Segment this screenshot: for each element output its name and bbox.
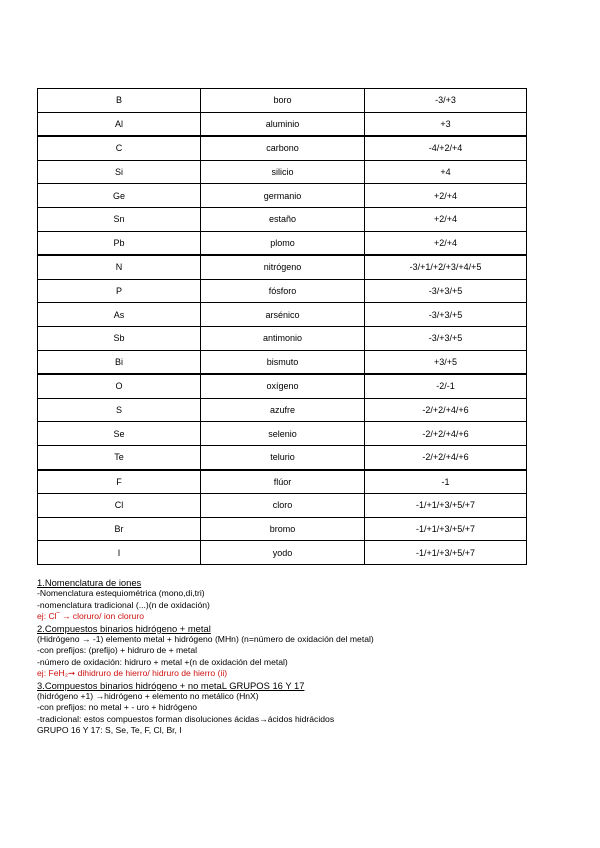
symbol-cell: C bbox=[38, 136, 201, 160]
name-cell: nitrógeno bbox=[201, 255, 365, 279]
table-row bbox=[38, 160, 527, 184]
oxidation-cell: +4 bbox=[365, 160, 527, 184]
symbol-cell: Al bbox=[38, 112, 201, 136]
name-cell: boro bbox=[201, 89, 365, 113]
name-cell: bismuto bbox=[201, 350, 365, 374]
symbol-cell: Bi bbox=[38, 350, 201, 374]
oxidation-cell: -1/+1/+3/+5/+7 bbox=[365, 541, 527, 565]
table-row bbox=[38, 136, 527, 160]
oxidation-cell: -3/+3/+5 bbox=[365, 279, 527, 303]
section-1-example: ej: Cl‾ → cloruro/ ion cloruro bbox=[37, 611, 144, 622]
symbol-cell: Sb bbox=[38, 326, 201, 350]
name-cell: aluminio bbox=[201, 112, 365, 136]
name-cell: azufre bbox=[201, 398, 365, 422]
table-row bbox=[38, 374, 527, 398]
name-cell: bromo bbox=[201, 517, 365, 541]
notes-section bbox=[37, 577, 577, 737]
name-cell: arsénico bbox=[201, 303, 365, 327]
symbol-cell: P bbox=[38, 279, 201, 303]
section-2-heading: 2.Compuestos binarios hidrógeno + metal bbox=[37, 622, 211, 634]
oxidation-cell: +3 bbox=[365, 112, 527, 136]
elements-table bbox=[37, 88, 527, 565]
oxidation-cell: -3/+3 bbox=[365, 89, 527, 113]
oxidation-cell: +2/+4 bbox=[365, 231, 527, 255]
section-3-line: -con prefijos: no metal + - uro + hidrógeno bbox=[37, 702, 198, 713]
name-cell: oxígeno bbox=[201, 374, 365, 398]
oxidation-cell: -3/+3/+5 bbox=[365, 303, 527, 327]
oxidation-cell: -4/+2/+4 bbox=[365, 136, 527, 160]
symbol-cell: I bbox=[38, 541, 201, 565]
oxidation-cell: -2/-1 bbox=[365, 374, 527, 398]
section-2-line: -número de oxidación: hidruro + metal +(n de oxidación del metal) bbox=[37, 656, 288, 667]
symbol-cell: Se bbox=[38, 422, 201, 446]
symbol-cell: F bbox=[38, 470, 201, 494]
symbol-cell: As bbox=[38, 303, 201, 327]
table-row bbox=[38, 326, 527, 350]
oxidation-cell: +3/+5 bbox=[365, 350, 527, 374]
table-row bbox=[38, 207, 527, 231]
symbol-cell: O bbox=[38, 374, 201, 398]
oxidation-cell: -3/+3/+5 bbox=[365, 326, 527, 350]
name-cell: yodo bbox=[201, 541, 365, 565]
oxidation-cell: +2/+4 bbox=[365, 207, 527, 231]
section-3-line: GRUPO 16 Y 17: S, Se, Te, F, Cl, Br, I bbox=[37, 725, 182, 736]
name-cell: germanio bbox=[201, 184, 365, 208]
table-row bbox=[38, 541, 527, 565]
table-row bbox=[38, 445, 527, 469]
oxidation-cell: -1 bbox=[365, 470, 527, 494]
oxidation-cell: +2/+4 bbox=[365, 184, 527, 208]
section-2-line: -con prefijos: (prefijo) + hidruro de + metal bbox=[37, 645, 198, 656]
oxidation-cell: -1/+1/+3/+5/+7 bbox=[365, 494, 527, 518]
symbol-cell: Cl bbox=[38, 494, 201, 518]
section-2-example: ej: FeH₂➞ dihidruro de hierro/ hidruro de hierro (ii) bbox=[37, 668, 228, 679]
symbol-cell: Br bbox=[38, 517, 201, 541]
symbol-cell: S bbox=[38, 398, 201, 422]
table-row bbox=[38, 350, 527, 374]
name-cell: flúor bbox=[201, 470, 365, 494]
section-2-line: (Hidrógeno → -1) elemento metal + hidrógeno (MHn) (n=número de oxidación del metal) bbox=[37, 634, 374, 645]
name-cell: cloro bbox=[201, 494, 365, 518]
table-row bbox=[38, 517, 527, 541]
oxidation-cell: -2/+2/+4/+6 bbox=[365, 445, 527, 469]
name-cell: selenio bbox=[201, 422, 365, 446]
table-row bbox=[38, 398, 527, 422]
table-row bbox=[38, 303, 527, 327]
oxidation-cell: -2/+2/+4/+6 bbox=[365, 398, 527, 422]
table-row bbox=[38, 470, 527, 494]
symbol-cell: N bbox=[38, 255, 201, 279]
name-cell: estaño bbox=[201, 207, 365, 231]
symbol-cell: Ge bbox=[38, 184, 201, 208]
section-1-line: -nomenclatura tradicional (...)(n de oxidación) bbox=[37, 599, 210, 610]
name-cell: carbono bbox=[201, 136, 365, 160]
table-row bbox=[38, 231, 527, 255]
table-row bbox=[38, 494, 527, 518]
table-row bbox=[38, 279, 527, 303]
table-row bbox=[38, 255, 527, 279]
name-cell: telurio bbox=[201, 445, 365, 469]
elements-table-body bbox=[38, 89, 527, 565]
symbol-cell: Te bbox=[38, 445, 201, 469]
symbol-cell: Sn bbox=[38, 207, 201, 231]
table-row bbox=[38, 89, 527, 113]
section-1-line: -Nomenclatura estequiométrica (mono,di,tri) bbox=[37, 588, 205, 599]
table-row bbox=[38, 422, 527, 446]
name-cell: silicio bbox=[201, 160, 365, 184]
name-cell: fósforo bbox=[201, 279, 365, 303]
oxidation-cell: -2/+2/+4/+6 bbox=[365, 422, 527, 446]
name-cell: plomo bbox=[201, 231, 365, 255]
symbol-cell: Pb bbox=[38, 231, 201, 255]
section-3-heading: 3.Compuestos binarios hidrógeno + no metaL GRUPOS 16 Y 17 bbox=[37, 679, 305, 691]
section-1-heading: 1.Nomenclatura de iones bbox=[37, 577, 142, 588]
section-3-line: (hidrógeno +1) →hidrógeno + elemento no metálico (HnX) bbox=[37, 691, 259, 702]
oxidation-cell: -1/+1/+3/+5/+7 bbox=[365, 517, 527, 541]
oxidation-cell: -3/+1/+2/+3/+4/+5 bbox=[365, 255, 527, 279]
symbol-cell: Si bbox=[38, 160, 201, 184]
table-row bbox=[38, 184, 527, 208]
section-3-line: -tradicional: estos compuestos forman disoluciones ácidas→ácidos hidrácidos bbox=[37, 713, 335, 724]
table-row bbox=[38, 112, 527, 136]
name-cell: antimonio bbox=[201, 326, 365, 350]
symbol-cell: B bbox=[38, 89, 201, 113]
